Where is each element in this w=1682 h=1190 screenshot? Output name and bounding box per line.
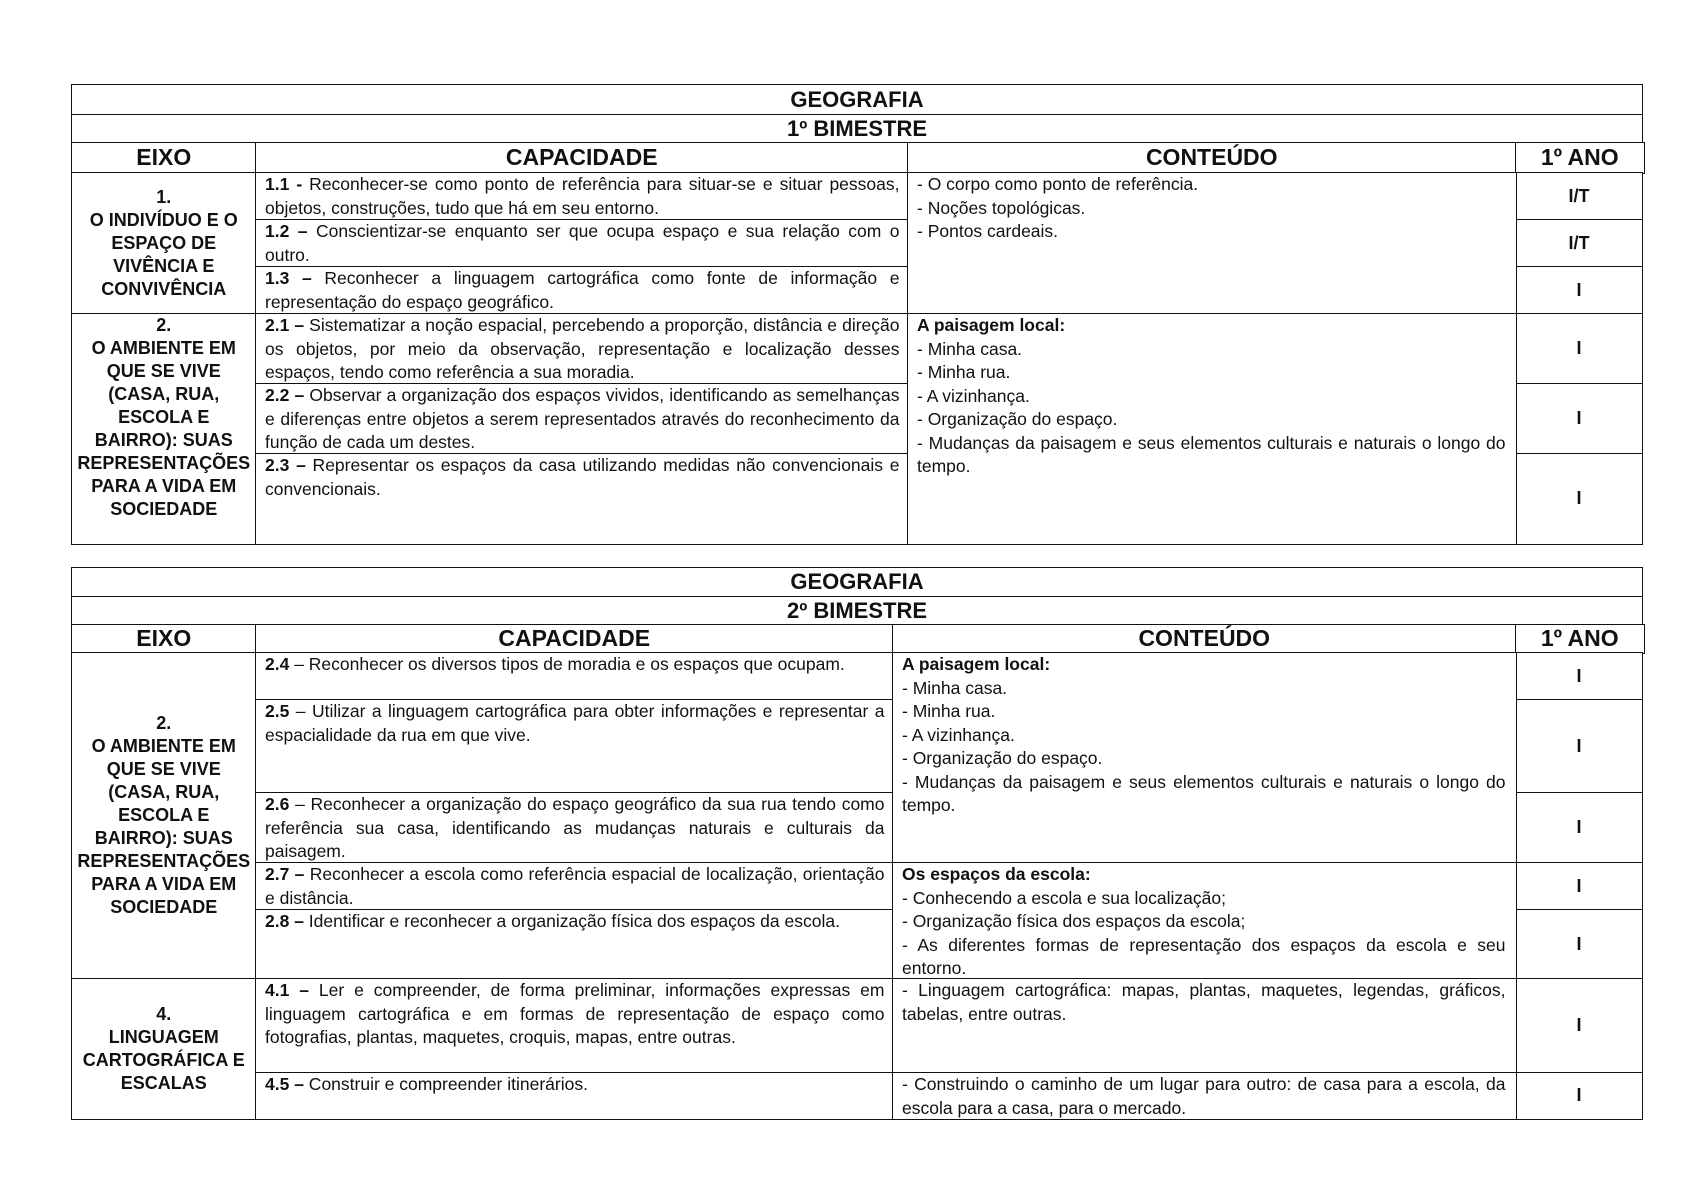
capacidade-cell xyxy=(255,792,894,864)
eixo-title: O AMBIENTE EM QUE SE VIVE (CASA, RUA, ESCOLA E BAIRRO): SUAS REPRESENTAÇÕES PARA A VIDA EM SOCIEDADE xyxy=(77,736,251,918)
capacidade-code: 2.3 – xyxy=(265,455,306,475)
eixo-label xyxy=(76,1003,252,1095)
capacidade-text: – Utilizar a linguagem cartográfica para obter informações e representar a espacialidade da rua em que vive. xyxy=(265,701,885,745)
capacidade-cell xyxy=(255,266,909,315)
capacidade-cell xyxy=(255,699,894,794)
conteudo-item: - Noções topológicas. xyxy=(917,197,1086,218)
eixo-label xyxy=(76,712,252,919)
capacidade-text: Ler e compreender, de forma preliminar, informações expressas em linguagem cartográfica e em formas de representação de espaço como fotografias, plantas, maquetes, croquis, mapas, entre outras. xyxy=(265,980,885,1047)
conteudo-heading: A paisagem local: xyxy=(902,654,1051,674)
capacidade-text: Construir e compreender itinerários. xyxy=(303,1074,588,1094)
conteudo-item: - Mudanças da paisagem e seus elementos culturais e naturais o longo do tempo. xyxy=(902,771,1506,815)
column-header-conteudo: CONTEÚDO xyxy=(892,624,1517,654)
conteudo-cell xyxy=(892,978,1517,1074)
conteudo-item: - Organização física dos espaços da escola; xyxy=(902,911,1246,931)
conteudo-item: - A vizinhança. xyxy=(917,385,1030,406)
capacidade-cell xyxy=(255,383,909,455)
capacidade-code: 1.1 - xyxy=(265,174,303,194)
capacidade-cell xyxy=(255,909,894,980)
capacidade-cell xyxy=(255,978,894,1074)
capacidade-text: Conscientizar-se enquanto ser que ocupa espaço e sua relação com o outro. xyxy=(265,221,900,265)
conteudo-cell xyxy=(907,172,1517,315)
conteudo-item: - Construindo o caminho de um lugar para outro: de casa para a escola, da escola para a casa, para o mercado. xyxy=(902,1074,1506,1118)
eixo-number: 4. xyxy=(156,1003,172,1024)
capacidade-code: 2.5 xyxy=(265,701,290,721)
capacidade-text: Identificar e reconhecer a organização física dos espaços da escola. xyxy=(303,911,840,931)
ano-level-cell: I xyxy=(1515,313,1643,385)
conteudo-cell xyxy=(892,652,1517,864)
period-title: 2º BIMESTRE xyxy=(71,596,1643,626)
capacidade-text: Reconhecer a escola como referência espacial de localização, orientação e distância. xyxy=(265,864,885,908)
capacidade-code: 2.7 – xyxy=(265,864,305,884)
capacidade-text: Observar a organização dos espaços vividos, identificando as semelhanças e diferenças entre objetos a serem representados através do reconhecimento da função de cada um destes. xyxy=(265,385,900,452)
ano-level-cell: I xyxy=(1515,266,1643,315)
capacidade-code: 2.2 – xyxy=(265,385,305,405)
capacidade-code: 2.6 xyxy=(265,794,290,814)
conteudo-item: - Pontos cardeais. xyxy=(917,221,1059,241)
conteudo-cell xyxy=(907,313,1517,545)
eixo-number: 1. xyxy=(156,186,172,207)
capacidade-code: 2.1 – xyxy=(265,315,305,335)
conteudo-cell xyxy=(892,1072,1517,1120)
eixo-title: O AMBIENTE EM QUE SE VIVE (CASA, RUA, ESCOLA E BAIRRO): SUAS REPRESENTAÇÕES PARA A VIDA EM SOCIEDADE xyxy=(77,338,251,519)
capacidade-text: – Reconhecer a organização do espaço geográfico da sua rua tendo como referência sua casa, identificando as mudanças naturais e culturais da paisagem. xyxy=(265,794,885,861)
capacidade-code: 4.5 – xyxy=(265,1074,304,1094)
column-header-conteudo: CONTEÚDO xyxy=(907,142,1517,174)
eixo-title: LINGUAGEM CARTOGRÁFICA E ESCALAS xyxy=(82,1026,245,1093)
period-title: 1º BIMESTRE xyxy=(71,114,1643,144)
ano-level-cell: I xyxy=(1515,909,1643,980)
ano-level-cell: I xyxy=(1515,1072,1643,1120)
column-header-capacidade: CAPACIDADE xyxy=(255,624,894,654)
ano-level-cell: I xyxy=(1515,978,1643,1074)
table-title: GEOGRAFIA xyxy=(71,567,1643,598)
capacidade-cell xyxy=(255,862,894,911)
column-header-capacidade: CAPACIDADE xyxy=(255,142,909,174)
ano-level-cell: I/T xyxy=(1515,219,1643,268)
eixo-cell xyxy=(71,313,257,545)
conteudo-heading: Os espaços da escola: xyxy=(902,864,1091,884)
eixo-cell xyxy=(71,978,257,1120)
capacidade-text: Sistematizar a noção espacial, percebendo a proporção, distância e direção os objetos, por meio da observação, representação e localização desses espaços, tendo como referência a sua moradia. xyxy=(265,315,900,382)
capacidade-code: 4.1 – xyxy=(265,980,309,1000)
ano-level-cell: I xyxy=(1515,699,1643,794)
ano-level-cell: I xyxy=(1515,862,1643,911)
conteudo-item: - Mudanças da paisagem e seus elementos culturais e naturais o longo do tempo. xyxy=(917,432,1506,476)
conteudo-item: - Organização do espaço. xyxy=(917,409,1118,429)
capacidade-cell xyxy=(255,313,909,385)
capacidade-text: – Reconhecer os diversos tipos de moradia e os espaços que ocupam. xyxy=(289,654,845,674)
table-title: GEOGRAFIA xyxy=(71,84,1643,116)
conteudo-item: - Conhecendo a escola e sua localização; xyxy=(902,887,1226,908)
conteudo-item: - As diferentes formas de representação dos espaços da escola e seu entorno. xyxy=(902,934,1506,978)
conteudo-item: - Minha rua. xyxy=(917,362,1011,382)
capacidade-code: 1.2 – xyxy=(265,221,308,241)
capacidade-text: Reconhecer a linguagem cartográfica como fonte de informação e representação do espaço geográfico. xyxy=(265,268,900,312)
eixo-label xyxy=(76,186,252,301)
column-header-eixo: EIXO xyxy=(71,624,257,654)
conteudo-heading: A paisagem local: xyxy=(917,315,1066,335)
conteudo-item: - Minha casa. xyxy=(902,677,1008,698)
conteudo-item: - O corpo como ponto de referência. xyxy=(917,174,1199,194)
conteudo-item: - A vizinhança. xyxy=(902,724,1015,745)
eixo-label xyxy=(76,314,252,521)
capacidade-code: 1.3 – xyxy=(265,268,312,288)
column-header-ano: 1º ANO xyxy=(1515,624,1645,654)
eixo-number: 2. xyxy=(156,315,172,335)
capacidade-text: Reconhecer-se como ponto de referência para situar-se e situar pessoas, objetos, construções, tudo que há em seu entorno. xyxy=(265,174,900,218)
ano-level-cell: I xyxy=(1515,652,1643,701)
eixo-title: O INDIVÍDUO E O ESPAÇO DE VIVÊNCIA E CONVIVÊNCIA xyxy=(89,209,238,299)
capacidade-cell xyxy=(255,652,894,701)
capacidade-code: 2.4 xyxy=(265,654,290,674)
ano-level-cell: I/T xyxy=(1515,172,1643,221)
capacidade-text: Representar os espaços da casa utilizando medidas não convencionais e convencionais. xyxy=(265,455,900,499)
eixo-cell xyxy=(71,172,257,315)
ano-level-cell: I xyxy=(1515,792,1643,864)
conteudo-item: - Minha rua. xyxy=(902,701,996,721)
conteudo-item: - Organização do espaço. xyxy=(902,748,1103,768)
eixo-cell xyxy=(71,652,257,980)
capacidade-cell xyxy=(255,172,909,221)
ano-level-cell: I xyxy=(1515,383,1643,455)
conteudo-item: - Minha casa. xyxy=(917,338,1023,359)
capacidade-code: 2.8 – xyxy=(265,911,304,931)
column-header-ano: 1º ANO xyxy=(1515,142,1645,174)
column-header-eixo: EIXO xyxy=(71,142,257,174)
capacidade-cell xyxy=(255,219,909,268)
conteudo-cell xyxy=(892,862,1517,980)
capacidade-cell xyxy=(255,453,909,545)
conteudo-item: - Linguagem cartográfica: mapas, plantas, maquetes, legendas, gráficos, tabelas, entre outras. xyxy=(902,980,1506,1024)
capacidade-cell xyxy=(255,1072,894,1120)
ano-level-cell: I xyxy=(1515,453,1643,545)
eixo-number: 2. xyxy=(156,713,172,734)
